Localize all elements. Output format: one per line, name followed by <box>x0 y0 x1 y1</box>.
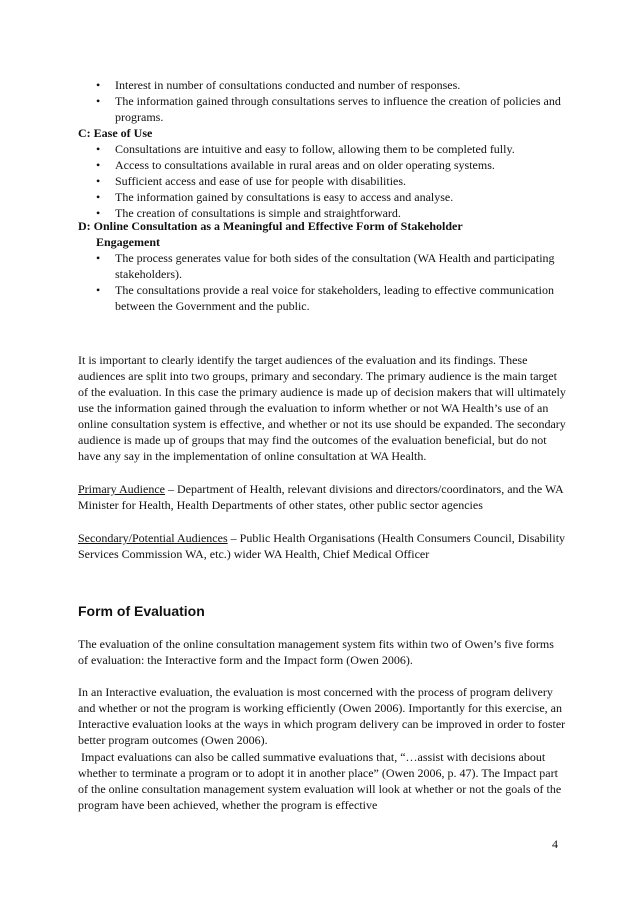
list-item: • The process generates value for both sides of the consultation (WA Health and participating stakeholders). <box>96 250 566 282</box>
section-c-list <box>96 141 566 221</box>
secondary-audience-paragraph <box>78 530 566 562</box>
form-paragraph-3: Impact evaluations can also be called summative evaluations that, “…assist with decisions about whether to terminate a program or to adopt it in another place” (Owen 2006, p. 47). The Impact part of the online consultation management system evaluation will look at whether or not the goals of the program have been achieved, whether the program is effective <box>78 750 565 812</box>
form-of-evaluation-heading: Form of Evaluation <box>78 603 205 619</box>
secondary-audience-text: – Public Health Organisations (Health Consumers Council, Disability Services Commission WA, etc.) wider WA Health, Chief Medical Officer <box>78 531 566 561</box>
section-c-heading: C: Ease of Use <box>78 126 153 140</box>
section-d-heading: D: Online Consultation as a Meaningful and Effective Form of Stakeholder <box>78 219 463 233</box>
criteria-list-top <box>96 77 566 125</box>
section-d-heading-continued: Engagement <box>96 235 160 249</box>
list-item: • The information gained by consultations is easy to access and analyse. <box>96 189 566 205</box>
list-item: • The creation of consultations is simple and straightforward. <box>96 205 566 221</box>
list-item: • Interest in number of consultations conducted and number of responses. <box>96 77 566 93</box>
list-item: • Sufficient access and ease of use for people with disabilities. <box>96 173 566 189</box>
audience-paragraph: It is important to clearly identify the target audiences of the evaluation and its findings. These audiences are split into two groups, primary and secondary. The primary audience is the main target of the evaluation. In this case the primary audience is made up of decision makers that will ultimately use the information gained through the evaluation to inform whether or not WA Health’s use of an online consultation system is effective, and whether or not its use should be expanded. The secondary audience is made up of groups that may find the outcomes of the evaluation beneficial, but do not have any say in the implementation of online consultation at WA Health. <box>78 353 566 463</box>
page-number: 4 <box>552 837 558 851</box>
primary-audience-label: Primary Audience <box>78 482 165 496</box>
secondary-audience-label: Secondary/Potential Audiences <box>78 531 228 545</box>
primary-audience-paragraph <box>78 481 566 513</box>
list-item: • The information gained through consultations serves to influence the creation of policies and programs. <box>96 93 566 125</box>
section-d-list <box>96 250 566 314</box>
list-item: • Consultations are intuitive and easy to follow, allowing them to be completed fully. <box>96 141 566 157</box>
form-paragraph-2: In an Interactive evaluation, the evaluation is most concerned with the process of program delivery and whether or not the program is working efficiently (Owen 2006). Importantly for this exercise, an Interactive evaluation looks at the ways in which program delivery can be improved in order to foster better program outcomes (Owen 2006). <box>78 685 566 747</box>
primary-audience-text: – Department of Health, relevant divisions and directors/coordinators, and the WA Minister for Health, Health Departments of other states, other public sector agencies <box>78 482 563 512</box>
list-item: • The consultations provide a real voice for stakeholders, leading to effective communication between the Government and the public. <box>96 282 566 314</box>
form-paragraph-1: The evaluation of the online consultation management system fits within two of Owen’s five forms of evaluation: the Interactive form and the Impact form (Owen 2006). <box>78 637 554 667</box>
list-item: • Access to consultations available in rural areas and on older operating systems. <box>96 157 566 173</box>
